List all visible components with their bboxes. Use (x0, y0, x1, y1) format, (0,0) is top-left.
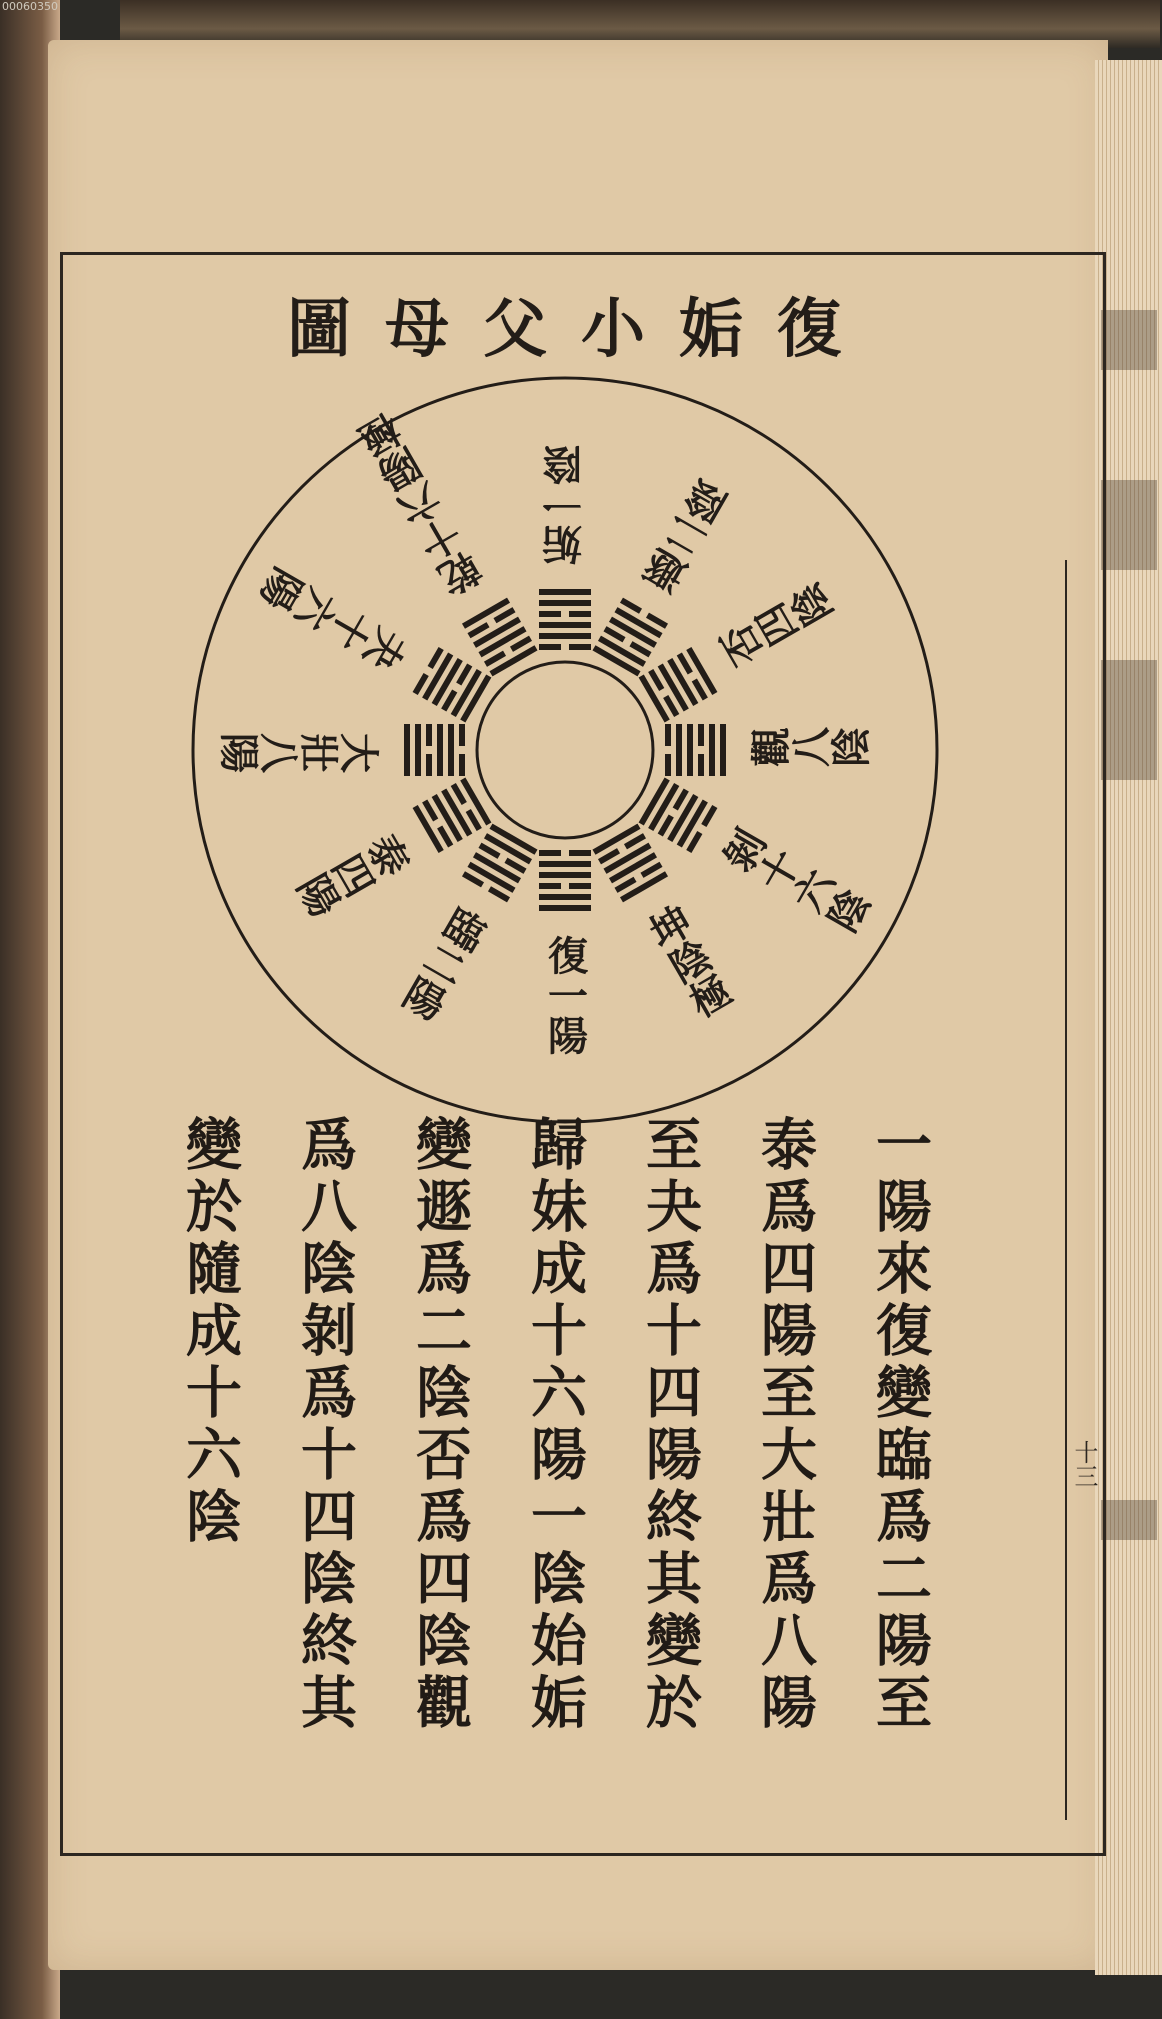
text-column: 泰爲四陽至大壯爲八陽 (752, 1115, 818, 1735)
hexagram-mark (592, 824, 668, 903)
hexagram-label: 遯二陰 (637, 474, 738, 602)
hexagram-label: 臨二陽 (392, 898, 493, 1026)
text-column: 爲八陰剝爲十四陰終其 (292, 1115, 358, 1735)
hexagram-label: 乾十六陽極 (352, 404, 493, 602)
hexagram-mark (404, 724, 465, 776)
hexagram-mark (413, 777, 492, 853)
text-column: 變遯爲二陰否爲四陰觀 (407, 1115, 473, 1735)
hexagram-label: 剝十六陰 (713, 822, 876, 943)
hexagram-mark (413, 647, 492, 723)
hexagram-label: 大壯八陽 (220, 726, 380, 774)
hexagram-label: 坤陰極 (637, 898, 738, 1026)
text-column: 變於隨成十六陰 (177, 1115, 243, 1549)
hexagram-mark (539, 589, 591, 650)
hexagram-label: 姤一陰 (541, 445, 589, 565)
hexagram-label: 泰四陽 (289, 822, 417, 923)
hexagram-mark (639, 777, 718, 853)
hexagram-mark (539, 850, 591, 911)
hexagram-mark (639, 647, 718, 723)
text-column: 至夬爲十四陽終其變於 (637, 1115, 703, 1735)
hexagram-mark (462, 598, 538, 677)
hexagram-label: 觀八陰 (750, 726, 870, 774)
scan-id: 00060350 (2, 0, 58, 13)
hexagram-mark (462, 824, 538, 903)
hexagram-label: 復一陽 (541, 935, 589, 1055)
hexagram-label: 否四陰 (713, 577, 841, 678)
hexagram-mark (665, 724, 726, 776)
hexagram-label: 夬十六陽 (254, 557, 417, 678)
diagram-title: 復姤小父母圖 (287, 292, 875, 367)
text-column: 歸妹成十六陽一陰始姤 (522, 1115, 588, 1735)
folio-number: 十三 (1070, 1440, 1098, 1488)
hexagram-mark (592, 598, 668, 677)
text-column: 一陽來復變臨爲二陽至 (867, 1115, 933, 1735)
